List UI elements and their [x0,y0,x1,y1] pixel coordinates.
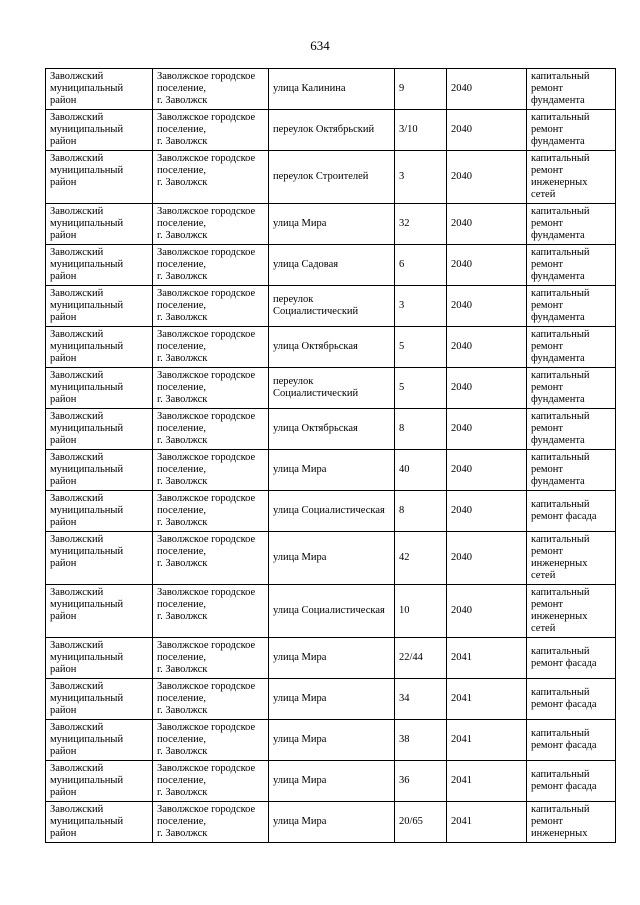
table-row [46,327,616,368]
house-cell: 8 [395,491,447,532]
table-row [46,679,616,720]
settlement-cell: Заволжское городское поселение, г. Заволжск [153,151,269,204]
year-cell: 2040 [447,110,527,151]
table-row [46,491,616,532]
year-cell: 2040 [447,585,527,638]
street-cell: улица Мира [269,679,395,720]
work-cell: капитальный ремонт фундамента [527,69,616,110]
year-cell: 2041 [447,761,527,802]
work-cell: капитальный ремонт фасада [527,491,616,532]
table-row [46,368,616,409]
work-cell: капитальный ремонт фасада [527,638,616,679]
year-cell: 2040 [447,532,527,585]
work-cell: капитальный ремонт фундамента [527,327,616,368]
district-cell: Заволжский муниципальный район [46,532,153,585]
work-cell: капитальный ремонт фундамента [527,286,616,327]
district-cell: Заволжский муниципальный район [46,151,153,204]
settlement-cell: Заволжское городское поселение, г. Заволжск [153,286,269,327]
district-cell: Заволжский муниципальный район [46,450,153,491]
district-cell: Заволжский муниципальный район [46,720,153,761]
district-cell: Заволжский муниципальный район [46,368,153,409]
year-cell: 2041 [447,679,527,720]
year-cell: 2041 [447,802,527,843]
street-cell: улица Социалистическая [269,491,395,532]
district-cell: Заволжский муниципальный район [46,69,153,110]
table-row [46,286,616,327]
year-cell: 2040 [447,368,527,409]
work-cell: капитальный ремонт фундамента [527,245,616,286]
year-cell: 2040 [447,409,527,450]
work-cell: капитальный ремонт инженерных сетей [527,532,616,585]
year-cell: 2040 [447,286,527,327]
settlement-cell: Заволжское городское поселение, г. Заволжск [153,327,269,368]
district-cell: Заволжский муниципальный район [46,638,153,679]
table-row [46,409,616,450]
street-cell: улица Социалистическая [269,585,395,638]
street-cell: улица Октябрьская [269,409,395,450]
street-cell: переулок Строителей [269,151,395,204]
settlement-cell: Заволжское городское поселение, г. Заволжск [153,204,269,245]
house-cell: 22/44 [395,638,447,679]
work-cell: капитальный ремонт фасада [527,720,616,761]
district-cell: Заволжский муниципальный район [46,245,153,286]
district-cell: Заволжский муниципальный район [46,761,153,802]
year-cell: 2040 [447,491,527,532]
table-row [46,151,616,204]
year-cell: 2041 [447,638,527,679]
table-row [46,802,616,843]
table-row [46,245,616,286]
table-row [46,720,616,761]
settlement-cell: Заволжское городское поселение, г. Заволжск [153,409,269,450]
house-cell: 42 [395,532,447,585]
district-cell: Заволжский муниципальный район [46,327,153,368]
street-cell: переулок Социалистический [269,286,395,327]
work-cell: капитальный ремонт фундамента [527,368,616,409]
house-cell: 40 [395,450,447,491]
work-cell: капитальный ремонт фундамента [527,204,616,245]
house-cell: 9 [395,69,447,110]
street-cell: улица Октябрьская [269,327,395,368]
table-row [46,450,616,491]
table-row [46,110,616,151]
street-cell: улица Мира [269,204,395,245]
settlement-cell: Заволжское городское поселение, г. Заволжск [153,802,269,843]
year-cell: 2040 [447,327,527,368]
house-cell: 8 [395,409,447,450]
house-cell: 20/65 [395,802,447,843]
year-cell: 2040 [447,204,527,245]
street-cell: переулок Социалистический [269,368,395,409]
street-cell: улица Мира [269,802,395,843]
house-cell: 10 [395,585,447,638]
street-cell: улица Мира [269,720,395,761]
table-row [46,204,616,245]
settlement-cell: Заволжское городское поселение, г. Заволжск [153,679,269,720]
house-cell: 3/10 [395,110,447,151]
district-cell: Заволжский муниципальный район [46,409,153,450]
house-cell: 34 [395,679,447,720]
street-cell: улица Мира [269,638,395,679]
house-cell: 5 [395,327,447,368]
house-cell: 5 [395,368,447,409]
district-cell: Заволжский муниципальный район [46,679,153,720]
work-cell: капитальный ремонт инженерных [527,802,616,843]
work-cell: капитальный ремонт инженерных сетей [527,151,616,204]
street-cell: улица Калинина [269,69,395,110]
year-cell: 2040 [447,69,527,110]
house-cell: 38 [395,720,447,761]
work-cell: капитальный ремонт фундамента [527,110,616,151]
work-cell: капитальный ремонт фасада [527,761,616,802]
settlement-cell: Заволжское городское поселение, г. Заволжск [153,585,269,638]
table-body [46,69,616,843]
settlement-cell: Заволжское городское поселение, г. Заволжск [153,69,269,110]
year-cell: 2040 [447,450,527,491]
page-number: 634 [310,38,330,53]
district-cell: Заволжский муниципальный район [46,585,153,638]
table-row [46,532,616,585]
street-cell: переулок Октябрьский [269,110,395,151]
year-cell: 2040 [447,245,527,286]
table-row [46,69,616,110]
settlement-cell: Заволжское городское поселение, г. Заволжск [153,110,269,151]
settlement-cell: Заволжское городское поселение, г. Заволжск [153,491,269,532]
district-cell: Заволжский муниципальный район [46,286,153,327]
settlement-cell: Заволжское городское поселение, г. Заволжск [153,638,269,679]
work-cell: капитальный ремонт фундамента [527,450,616,491]
work-cell: капитальный ремонт инженерных сетей [527,585,616,638]
street-cell: улица Мира [269,761,395,802]
settlement-cell: Заволжское городское поселение, г. Заволжск [153,450,269,491]
work-cell: капитальный ремонт фундамента [527,409,616,450]
house-cell: 32 [395,204,447,245]
table-row [46,638,616,679]
house-cell: 36 [395,761,447,802]
table-row [46,585,616,638]
district-cell: Заволжский муниципальный район [46,491,153,532]
repair-schedule-table [45,68,616,843]
district-cell: Заволжский муниципальный район [46,802,153,843]
district-cell: Заволжский муниципальный район [46,110,153,151]
house-cell: 6 [395,245,447,286]
settlement-cell: Заволжское городское поселение, г. Заволжск [153,720,269,761]
settlement-cell: Заволжское городское поселение, г. Заволжск [153,368,269,409]
table-row [46,761,616,802]
street-cell: улица Мира [269,532,395,585]
street-cell: улица Мира [269,450,395,491]
year-cell: 2041 [447,720,527,761]
district-cell: Заволжский муниципальный район [46,204,153,245]
house-cell: 3 [395,286,447,327]
street-cell: улица Садовая [269,245,395,286]
settlement-cell: Заволжское городское поселение, г. Заволжск [153,245,269,286]
work-cell: капитальный ремонт фасада [527,679,616,720]
house-cell: 3 [395,151,447,204]
settlement-cell: Заволжское городское поселение, г. Заволжск [153,532,269,585]
settlement-cell: Заволжское городское поселение, г. Заволжск [153,761,269,802]
year-cell: 2040 [447,151,527,204]
